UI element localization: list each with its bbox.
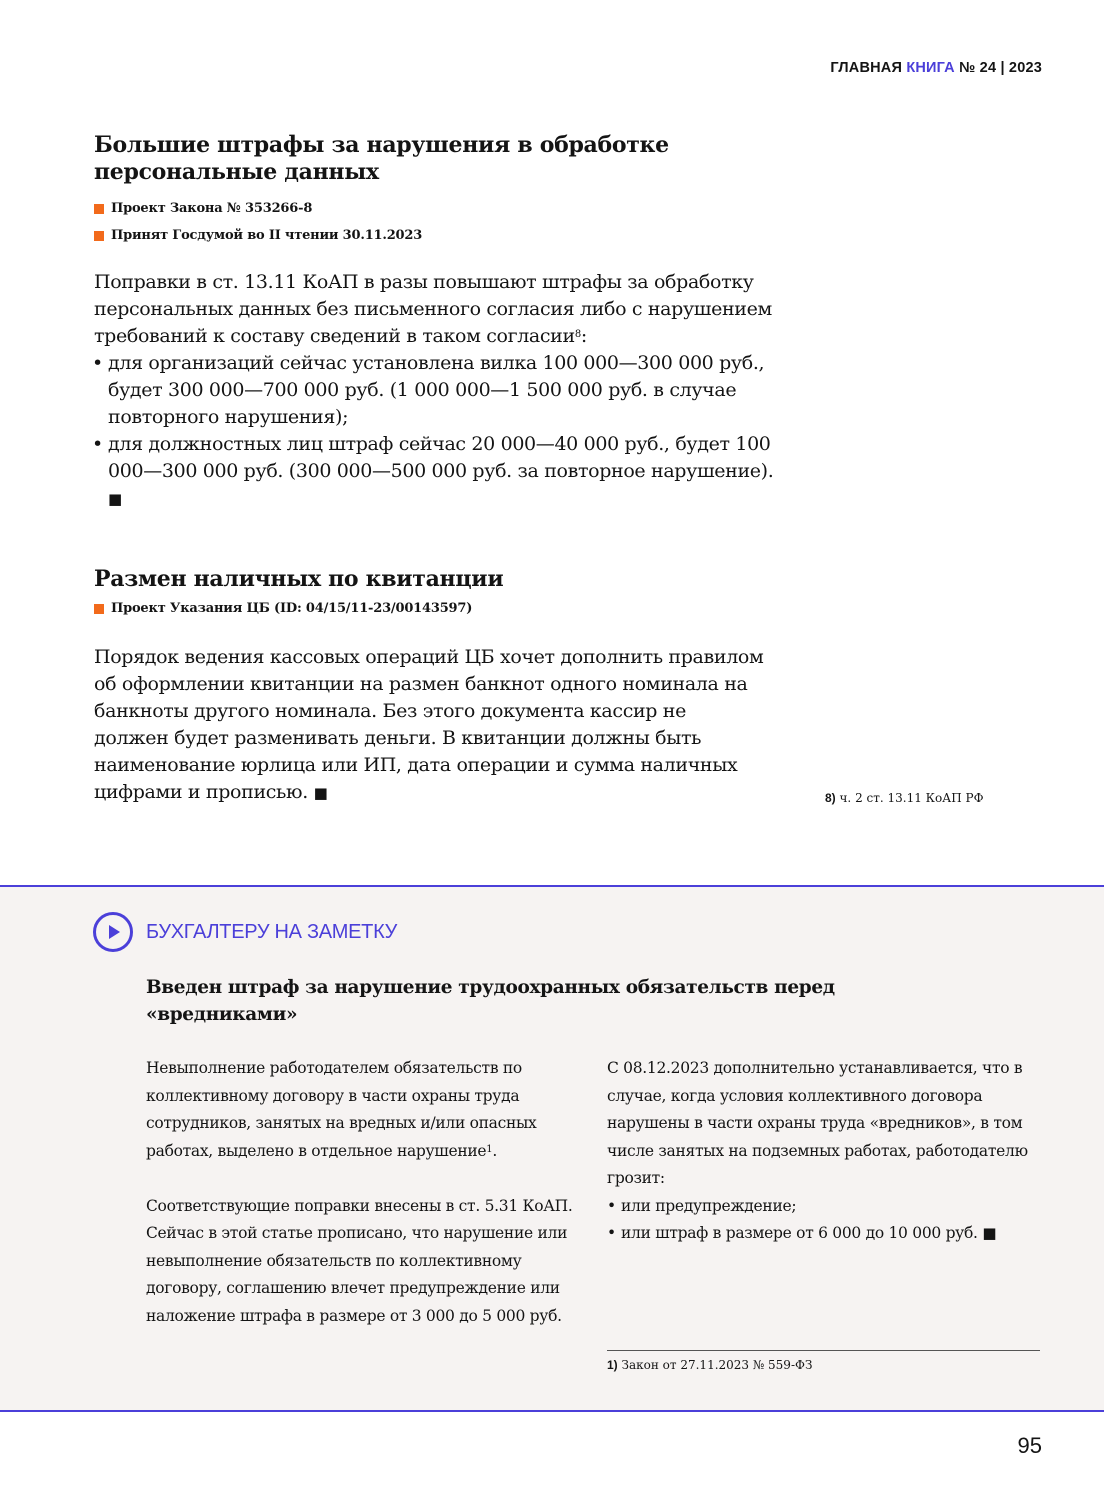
- page-number: 95: [1017, 1433, 1042, 1458]
- bullet-text: или штраф в размере от 6 000 до 10 000 руб.: [621, 1224, 978, 1242]
- note-title: Введен штраф за нарушение трудоохранных обязательств перед «вредниками»: [146, 977, 835, 1025]
- meta-item: [94, 195, 774, 222]
- paragraph-text: Порядок ведения кассовых операций ЦБ хочет дополнить правилом об оформлении квитанции на размен банкнот одного номинала на банкноты другого номинала. Без этого документа кассир не должен будет разменивать деньги. В квитанции должны быть наименование юрлица или ИП, дата операции и сумма наличных цифрами и прописью.: [94, 646, 764, 803]
- meta-text: Принят Госдумой во II чтении 30.11.2023: [111, 228, 423, 243]
- footnote-text: Закон от 27.11.2023 № 559-ФЗ: [621, 1358, 813, 1372]
- bullet-item: [607, 1220, 1047, 1248]
- end-mark-icon: ■: [982, 1224, 997, 1242]
- bullet-item: [607, 1193, 1047, 1221]
- bullet-text: для должностных лиц штраф сейчас 20 000—40 000 руб., будет 100 000—300 000 руб. (300 000—500 000 руб. за повторное нарушение).: [108, 433, 774, 482]
- note-right-column: [607, 1055, 1047, 1248]
- paragraph: Соответствующие поправки внесены в ст. 5.31 КоАП. Сейчас в этой статье прописано, что нарушение или невыполнение обязательств по коллективному договору, соглашению влечет предупреждение или наложение штрафа в размере от 3 000 до 5 000 руб.: [146, 1196, 573, 1325]
- orange-square-icon: [94, 204, 104, 214]
- footnote-ref[interactable]: 8: [574, 329, 581, 340]
- footnote-1: [607, 1357, 812, 1373]
- article-body: [94, 269, 774, 513]
- note-label: БУХГАЛТЕРУ НА ЗАМЕТКУ: [146, 921, 398, 943]
- footnote-ref[interactable]: 1: [486, 1143, 493, 1155]
- footnote-text: ч. 2 ст. 13.11 КоАП РФ: [839, 791, 984, 805]
- paragraph: [94, 644, 764, 807]
- end-mark-icon: ■: [108, 490, 122, 508]
- masthead-title: ГЛАВНАЯ: [830, 60, 903, 76]
- play-icon: [93, 912, 133, 952]
- article-title: Большие штрафы за нарушения в обработке персональные данных: [94, 132, 669, 185]
- paragraph-end: .: [492, 1141, 497, 1160]
- article-meta: [94, 195, 774, 249]
- orange-square-icon: [94, 604, 104, 614]
- paragraph: С 08.12.2023 дополнительно устанавливается, что в случае, когда условия коллективного договора нарушены в части охраны труда «вредников», в том числе занятых на подземных работах, работодателю грозит:: [607, 1059, 1028, 1187]
- footnote-number: 1): [607, 1358, 618, 1372]
- paragraph-text: Невыполнение работодателем обязательств по коллективному договору в части охраны труда сотрудников, занятых на вредных и/или опасных работах, выделено в отдельное нарушение: [146, 1059, 537, 1160]
- meta-text: Проект Закона № 353266-8: [111, 201, 313, 216]
- paragraph: [94, 269, 774, 350]
- note-left-column: [146, 1055, 578, 1330]
- paragraph-end: :: [580, 325, 587, 347]
- masthead: [830, 60, 1042, 76]
- meta-item: [94, 222, 774, 249]
- masthead-issue: № 24 | 2023: [959, 60, 1042, 76]
- bullet-text: для организаций сейчас установлена вилка 100 000—300 000 руб., будет 300 000—700 000 руб. (1 000 000—1 500 000 руб. в случае повторного нарушения);: [108, 352, 765, 428]
- orange-square-icon: [94, 231, 104, 241]
- bullet-item: [94, 431, 774, 513]
- paragraph-text: Поправки в ст. 13.11 КоАП в разы повышают штрафы за обработку персональных данных без письменного согласия либо с нарушением требований к составу сведений в таком согласии: [94, 271, 772, 347]
- paragraph: [146, 1055, 578, 1165]
- article-body: [94, 644, 764, 807]
- article-meta: [94, 595, 774, 622]
- article-cash-exchange: [94, 566, 774, 807]
- masthead-accent: КНИГА: [906, 60, 955, 76]
- footnote-8: [825, 790, 984, 806]
- meta-text: Проект Указания ЦБ (ID: 04/15/11-23/00143597): [111, 601, 473, 616]
- footnote-divider: [607, 1350, 1040, 1351]
- bullet-item: [94, 350, 774, 431]
- footnote-number: 8): [825, 791, 836, 805]
- bullet-text: или предупреждение;: [621, 1196, 797, 1215]
- end-mark-icon: ■: [313, 784, 328, 802]
- meta-item: [94, 595, 774, 622]
- article-title: Размен наличных по квитанции: [94, 566, 504, 592]
- article-personal-data: [94, 132, 774, 513]
